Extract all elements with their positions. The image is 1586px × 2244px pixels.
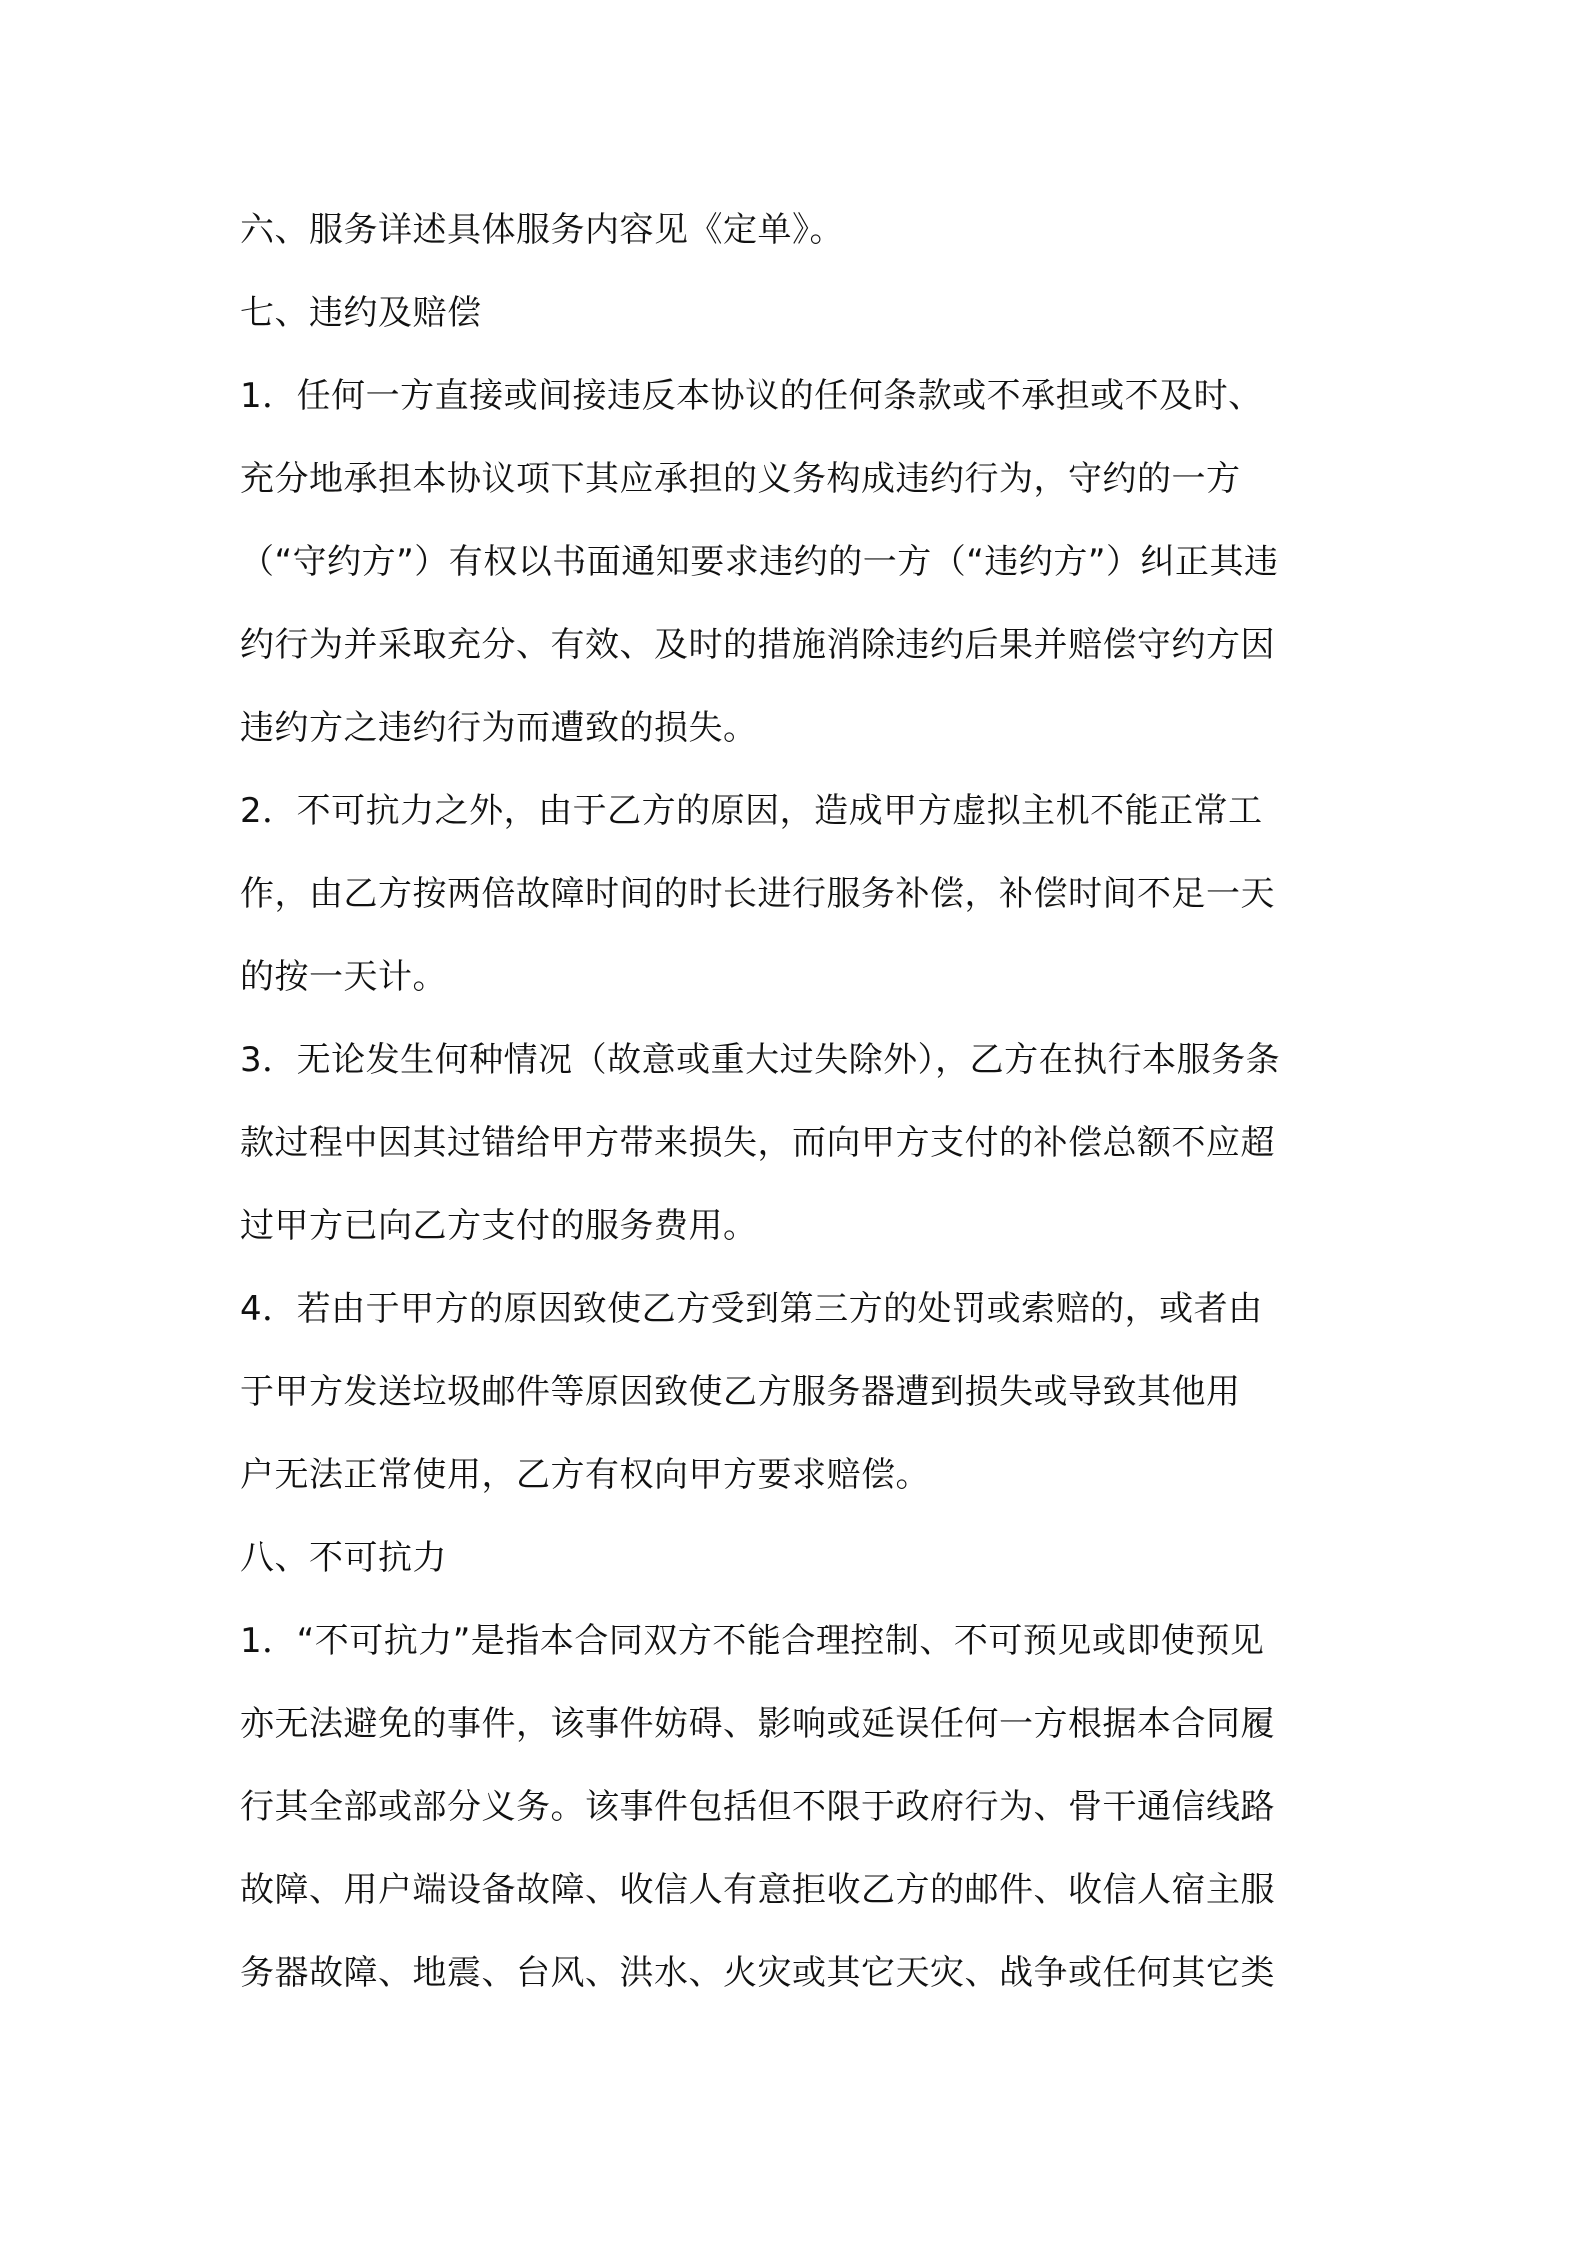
clause-7-2-line-3: 的按一天计。 — [240, 957, 447, 997]
clause-8-1-line-2: 亦无法避免的事件，该事件妨碍、影响或延误任何一方根据本合同履 — [240, 1704, 1275, 1744]
clause-7-4-line-3: 户无法正常使用，乙方有权向甲方要求赔偿。 — [240, 1455, 930, 1495]
clause-7-1-line-4: 约行为并采取充分、有效、及时的措施消除违约后果并赔偿守约方因 — [240, 625, 1275, 665]
section-8-heading: 八、不可抗力 — [240, 1538, 447, 1578]
clause-8-1-line-5: 务器故障、地震、台风、洪水、火灾或其它天灾、战争或任何其它类 — [240, 1953, 1275, 1993]
clause-7-2-line-1: 2．不可抗力之外，由于乙方的原因，造成甲方虚拟主机不能正常工 — [240, 791, 1263, 831]
clause-7-1-line-2: 充分地承担本协议项下其应承担的义务构成违约行为，守约的一方 — [240, 459, 1241, 499]
clause-7-3-line-1: 3．无论发生何种情况（故意或重大过失除外），乙方在执行本服务条 — [240, 1040, 1281, 1080]
clause-7-1-line-5: 违约方之违约行为而遭致的损失。 — [240, 708, 758, 748]
clause-7-4-line-2: 于甲方发送垃圾邮件等原因致使乙方服务器遭到损失或导致其他用 — [240, 1372, 1241, 1412]
clause-8-1-line-4: 故障、用户端设备故障、收信人有意拒收乙方的邮件、收信人宿主服 — [240, 1870, 1275, 1910]
clause-7-3-line-3: 过甲方已向乙方支付的服务费用。 — [240, 1206, 758, 1246]
clause-7-1-line-1: 1．任何一方直接或间接违反本协议的任何条款或不承担或不及时、 — [240, 376, 1263, 416]
clause-8-1-line-1: 1．“不可抗力”是指本合同双方不能合理控制、不可预见或即使预见 — [240, 1621, 1265, 1661]
clause-7-1-line-3: （“守约方”）有权以书面通知要求违约的一方（“违约方”）纠正其违 — [240, 542, 1279, 582]
clause-7-2-line-2: 作，由乙方按两倍故障时间的时长进行服务补偿，补偿时间不足一天 — [240, 874, 1275, 914]
section-7-heading: 七、违约及赔偿 — [240, 293, 482, 333]
clause-7-4-line-1: 4．若由于甲方的原因致使乙方受到第三方的处罚或索赔的，或者由 — [240, 1289, 1263, 1329]
section-6-text: 六、服务详述具体服务内容见《定单》。 — [240, 210, 844, 250]
clause-8-1-line-3: 行其全部或部分义务。该事件包括但不限于政府行为、骨干通信线路 — [240, 1787, 1275, 1827]
clause-7-3-line-2: 款过程中因其过错给甲方带来损失，而向甲方支付的补偿总额不应超 — [240, 1123, 1275, 1163]
